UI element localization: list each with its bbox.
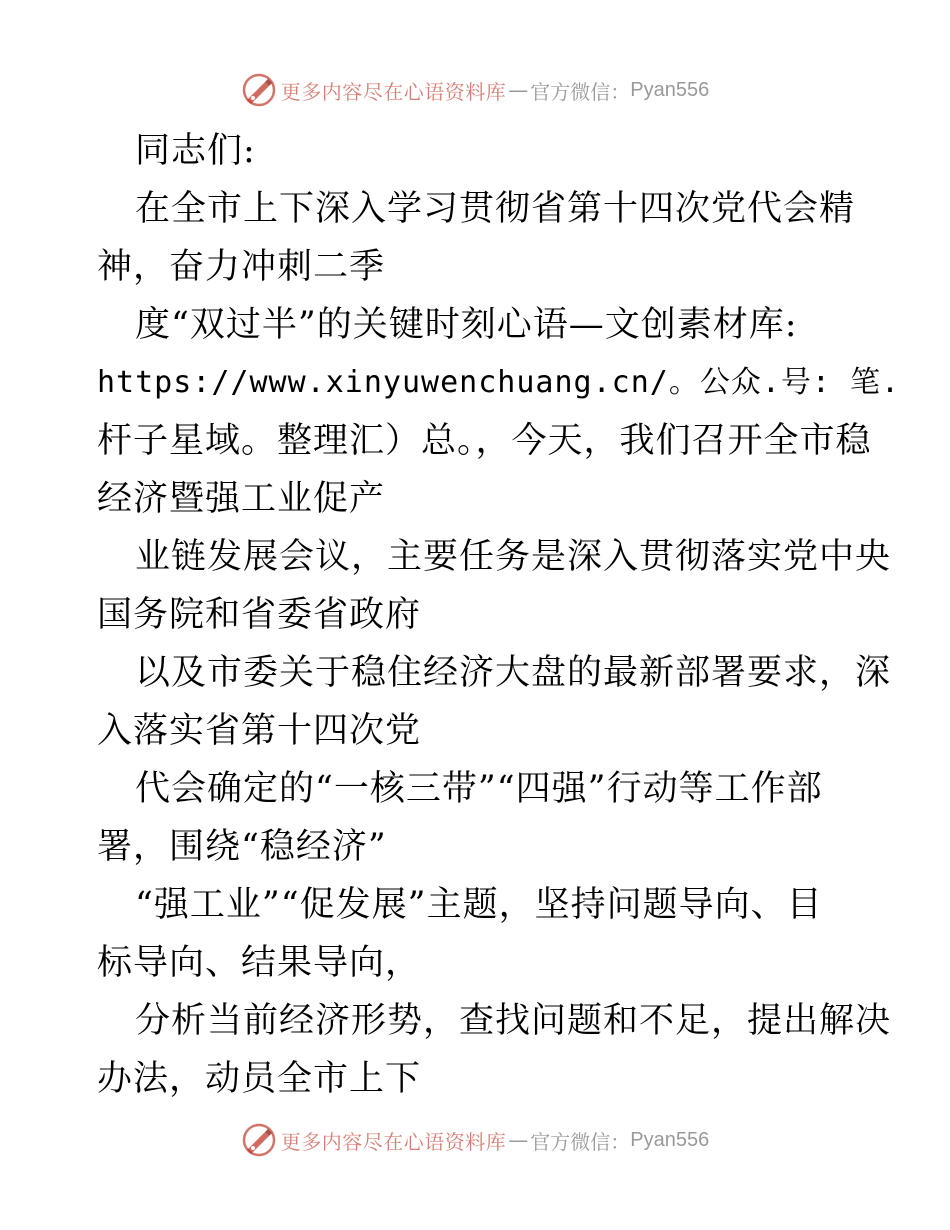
watermark-id: Pyan556 [630,1128,710,1151]
paragraph-line: 经济暨强工业促产 [97,479,386,519]
paragraph-line: 业链发展会议，主要任务是深入贯彻落实党中央 [135,537,892,577]
paragraph-line: 度“双过半”的关键时刻心语—文创素材库: [135,305,798,345]
paragraph-line: 署，围绕“稳经济” [97,827,387,867]
watermark-separator: — [508,1128,529,1152]
pen-logo-icon [241,72,277,108]
pen-logo-icon [241,1122,277,1158]
watermark-separator: — [508,78,529,102]
paragraph-line: “强工业”“促发展”主题，坚持问题导向、目 [135,885,823,925]
paragraph-line: 办法，动员全市上下 [97,1059,422,1099]
header-watermark [0,70,950,110]
paragraph-line: 以及市委关于稳住经济大盘的最新部署要求，深 [135,653,892,693]
document-body [97,122,901,1108]
watermark-text: 更多内容尽在心语资料库 [280,79,507,104]
watermark-label: 官方微信： [530,79,631,104]
watermark-text: 更多内容尽在心语资料库 [280,1129,507,1154]
paragraph-line: 代会确定的“一核三带”“四强”行动等工作部 [135,769,823,809]
paragraph-line: 分析当前经济形势，查找问题和不足，提出解决 [135,1001,892,1041]
paragraph-line: 杆子星域。整理汇）总。，今天，我们召开全市稳 [97,421,872,461]
paragraph-line: 神，奋力冲刺二季 [97,247,386,287]
watermark-id: Pyan556 [630,78,710,101]
paragraph-line: 入落实省第十四次党 [97,711,422,751]
paragraph-line-url: https://www.xinyuwenchuang.cn/。公众.号: 笔. [97,365,901,400]
paragraph-line: 国务院和省委省政府 [97,595,422,635]
paragraph-line: 在全市上下深入学习贯彻省第十四次党代会精 [135,189,856,229]
footer-watermark [0,1120,950,1160]
salutation-line: 同志们: [135,131,256,171]
paragraph-line: 标导向、结果导向， [97,943,422,983]
watermark-label: 官方微信： [530,1129,631,1154]
